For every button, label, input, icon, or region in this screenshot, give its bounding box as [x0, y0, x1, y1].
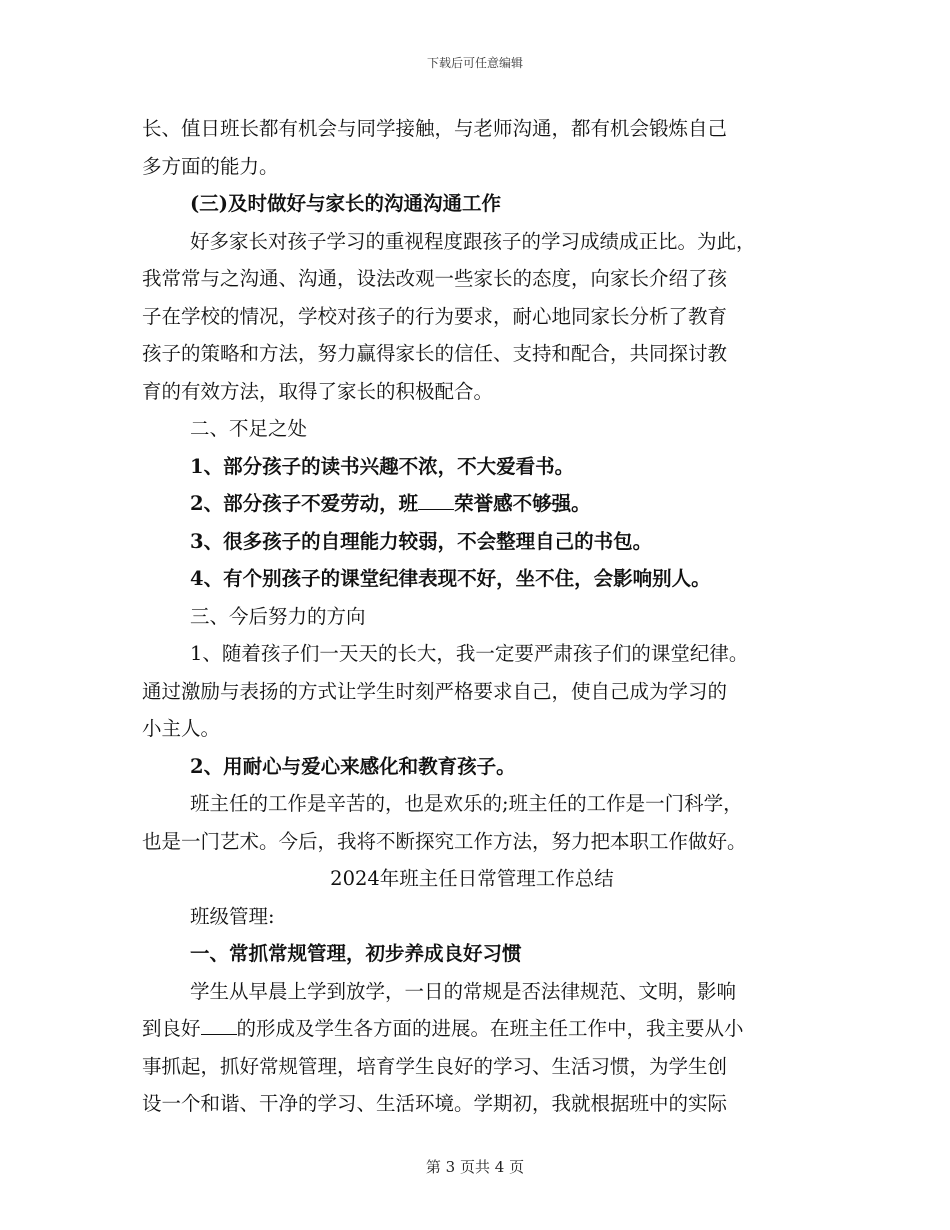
list-item: 2、用耐心与爱心来感化和教育孩子。	[190, 754, 516, 778]
paragraph-line: 班级管理:	[190, 904, 275, 928]
paragraph-text: 到良好	[142, 1017, 201, 1040]
paragraph-line: 多方面的能力。	[142, 154, 279, 178]
paragraph-line	[142, 1010, 802, 1048]
section-heading: 一、常抓常规管理，初步养成良好习惯	[190, 942, 522, 965]
list-item: 3、很多孩子的自理能力较弱，不会整理自己的书包。	[190, 529, 653, 553]
page-footer: 第 3 页共 4 页	[425, 1158, 525, 1176]
list-item-text: 荣誉感不够强。	[454, 492, 591, 515]
fill-blank	[418, 491, 454, 510]
paragraph-line: 孩子的策略和方法，努力赢得家长的信任、支持和配合，共同探讨教	[142, 342, 728, 365]
paragraph-line: 长、值日班长都有机会与同学接触，与老师沟通，都有机会锻炼自己	[142, 117, 728, 140]
section-heading: 二、不足之处	[190, 417, 308, 440]
paragraph-line: 子在学校的情况，学校对孩子的行为要求，耐心地同家长分析了教育	[142, 304, 728, 328]
paragraph-line: 育的有效方法，取得了家长的积极配合。	[142, 379, 494, 403]
paragraph-line: 小主人。	[142, 717, 221, 740]
paragraph-text: 的形成及学生各方面的进展。在班主任工作中，我主要从小	[236, 1017, 744, 1040]
paragraph-line: 1、随着孩子们一天天的长大，我一定要严肃孩子们的课堂纪律。	[190, 642, 749, 665]
paragraph-line: 也是一门艺术。今后，我将不断探究工作方法，努力把本职工作做好。	[142, 829, 747, 853]
list-item: 1、部分孩子的读书兴趣不浓，不大爱看书。	[190, 454, 575, 478]
list-item	[142, 485, 802, 523]
list-item-text: 2、部分孩子不爱劳动，班	[190, 492, 419, 515]
document-title: 2024年班主任日常管理工作总结	[330, 867, 614, 890]
paragraph-line: 好多家长对孩子学习的重视程度跟孩子的学习成绩成正比。为此，	[190, 229, 756, 253]
paragraph-line: 通过激励与表扬的方式让学生时刻严格要求自己，使自己成为学习的	[142, 679, 728, 703]
paragraph-line: 设一个和谐、干净的学习、生活环境。学期初，我就根据班中的实际	[142, 1092, 728, 1115]
fill-blank	[201, 1016, 237, 1035]
paragraph-line: 事抓起，抓好常规管理，培育学生良好的学习、生活习惯，为学生创	[142, 1054, 728, 1078]
section-heading: 三、今后努力的方向	[190, 604, 366, 628]
paragraph-line: 我常常与之沟通、沟通，设法改观一些家长的态度，向家长介绍了孩	[142, 267, 728, 290]
list-item: 4、有个别孩子的课堂纪律表现不好，坐不住，会影响别人。	[190, 567, 711, 590]
paragraph-line: 班主任的工作是辛苦的，也是欢乐的;班主任的工作是一门科学，	[190, 792, 743, 815]
page-header: 下载后可任意编辑	[426, 56, 523, 70]
document-body	[142, 110, 802, 1123]
paragraph-line: 学生从早晨上学到放学，一日的常规是否法律规范、文明，影响	[190, 979, 737, 1003]
section-heading: (三)及时做好与家长的沟通沟通工作	[190, 192, 501, 215]
